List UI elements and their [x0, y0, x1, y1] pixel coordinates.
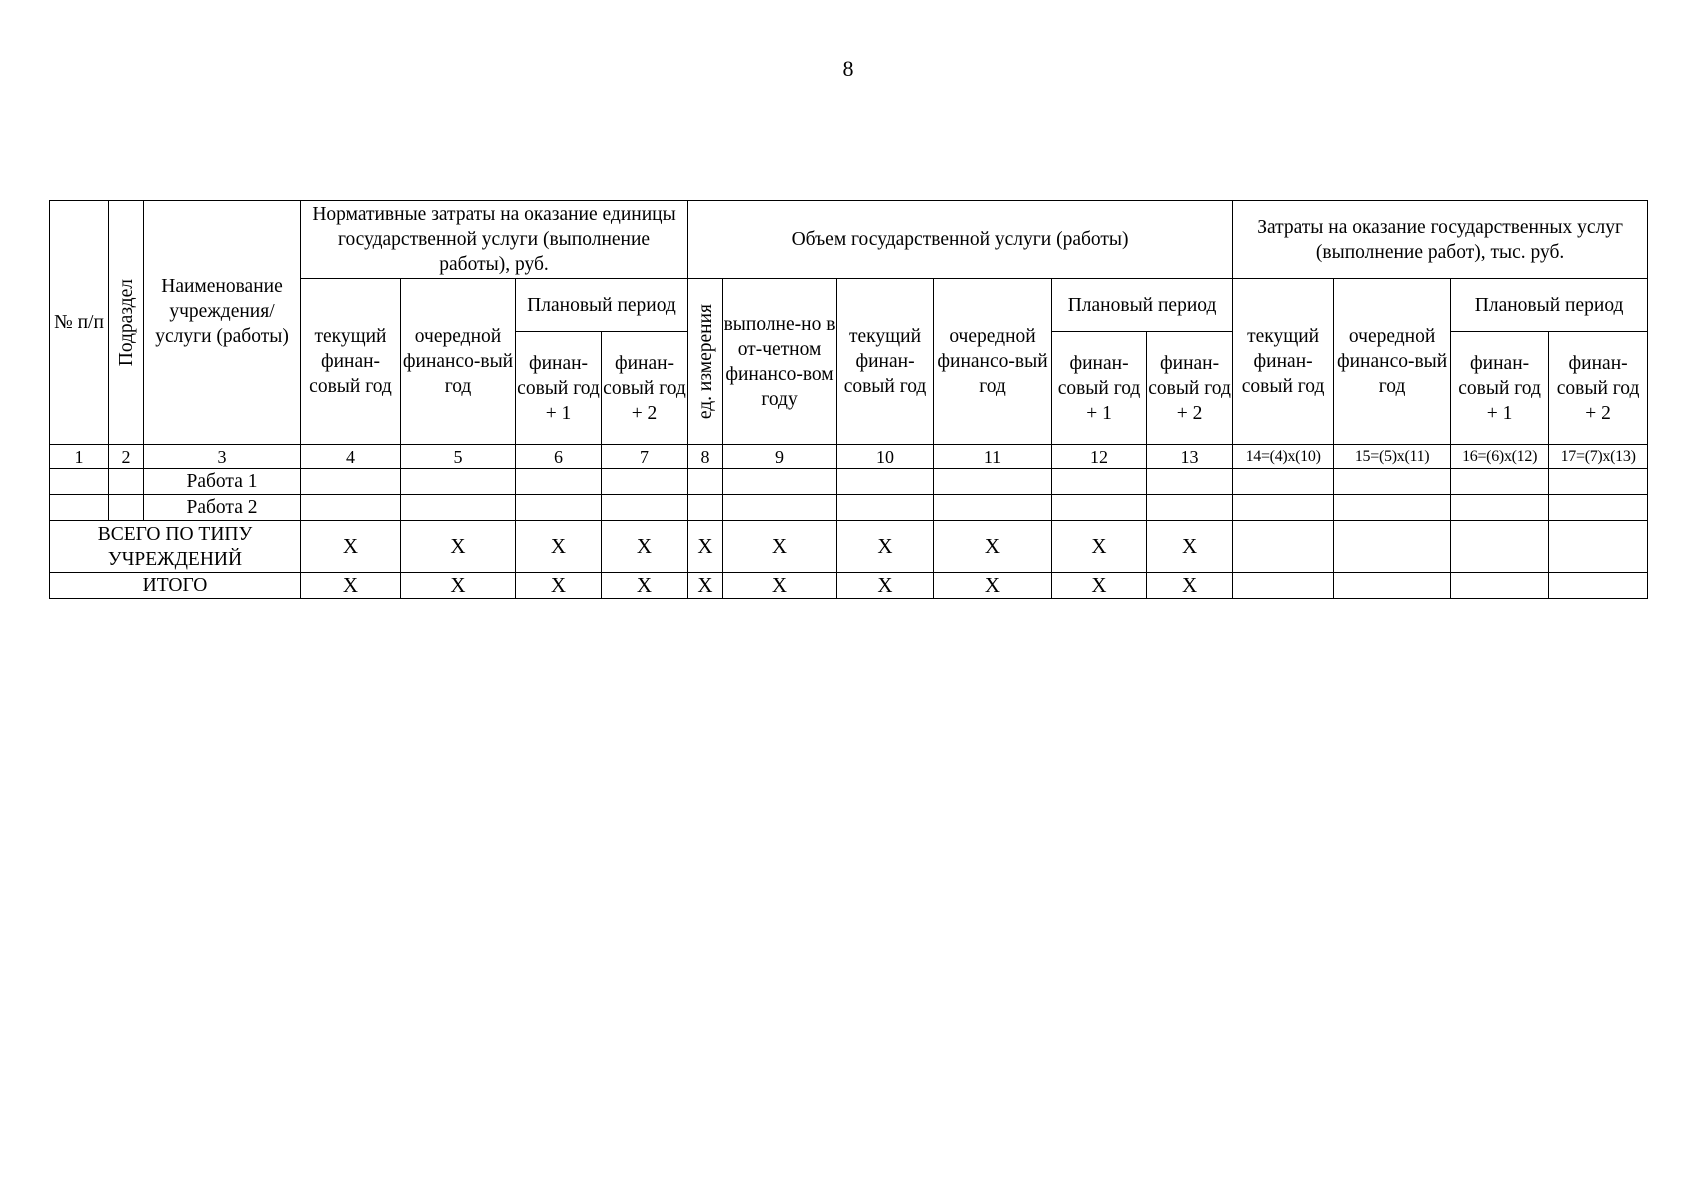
header-cost-current-year: текущий финан-совый год: [1233, 279, 1334, 445]
header-vol-current-year: текущий финан-совый год: [837, 279, 934, 445]
header-cost-year-plus-1: финан-совый год + 1: [1451, 332, 1549, 445]
header-norm-year-plus-2: финан-совый год + 2: [602, 332, 688, 445]
x-mark: X: [837, 573, 934, 599]
col-number: 5: [401, 445, 516, 469]
x-mark: X: [301, 573, 401, 599]
form-table: [49, 200, 1648, 599]
col-number: 7: [602, 445, 688, 469]
x-mark: X: [516, 573, 602, 599]
col-number: 16=(6)х(12): [1451, 445, 1549, 469]
x-mark: X: [401, 573, 516, 599]
header-podrazdel: [109, 201, 144, 445]
x-mark: X: [837, 521, 934, 573]
header-num-pp: № п/п: [50, 201, 109, 445]
col-number: 11: [934, 445, 1052, 469]
table-row-work-1: [50, 469, 1648, 495]
col-number: 6: [516, 445, 602, 469]
header-podrazdel-label: Подраздел: [115, 278, 137, 367]
col-number: 4: [301, 445, 401, 469]
header-vol-reported: выполне-но в от-четном финансо-вом году: [723, 279, 837, 445]
col-number: 10: [837, 445, 934, 469]
x-mark: X: [602, 521, 688, 573]
x-mark: X: [1147, 521, 1233, 573]
header-vol-planned-period: Плановый период: [1052, 279, 1233, 332]
x-mark: X: [301, 521, 401, 573]
header-cost-year-plus-2: финан-совый год + 2: [1549, 332, 1648, 445]
header-name: Наименование учреждения/ услуги (работы): [144, 201, 301, 445]
row-label-total: ИТОГО: [50, 573, 301, 599]
table-row-work-2: [50, 495, 1648, 521]
x-mark: X: [516, 521, 602, 573]
header-norm-next-year: очередной финансо-вый год: [401, 279, 516, 445]
header-norm-year-plus-1: финан-совый год + 1: [516, 332, 602, 445]
x-mark: X: [723, 573, 837, 599]
col-number: 1: [50, 445, 109, 469]
col-number: 15=(5)х(11): [1334, 445, 1451, 469]
col-number: 17=(7)х(13): [1549, 445, 1648, 469]
x-mark: X: [602, 573, 688, 599]
x-mark: X: [934, 521, 1052, 573]
header-group-volume: Объем государственной услуги (работы): [688, 201, 1233, 279]
col-number: 3: [144, 445, 301, 469]
x-mark: X: [688, 521, 723, 573]
row-label-total-type: ВСЕГО ПО ТИПУ УЧРЕЖДЕНИЙ: [50, 521, 301, 573]
x-mark: X: [1052, 521, 1147, 573]
col-number: 2: [109, 445, 144, 469]
col-number: 13: [1147, 445, 1233, 469]
x-mark: X: [723, 521, 837, 573]
header-vol-year-plus-1: финан-совый год + 1: [1052, 332, 1147, 445]
col-number: 14=(4)х(10): [1233, 445, 1334, 469]
col-number: 12: [1052, 445, 1147, 469]
col-number: 8: [688, 445, 723, 469]
table-row-total: [50, 573, 1648, 599]
header-norm-planned-period: Плановый период: [516, 279, 688, 332]
col-number: 9: [723, 445, 837, 469]
column-number-row: [50, 445, 1648, 469]
header-unit: [688, 279, 723, 445]
header-unit-label: ед. измерения: [694, 303, 716, 420]
header-vol-next-year: очередной финансо-вый год: [934, 279, 1052, 445]
table-row-total-type: [50, 521, 1648, 573]
x-mark: X: [688, 573, 723, 599]
x-mark: X: [1052, 573, 1147, 599]
row-label-work-1: Работа 1: [144, 469, 301, 495]
header-cost-next-year: очередной финансо-вый год: [1334, 279, 1451, 445]
header-norm-current-year: текущий финан-совый год: [301, 279, 401, 445]
x-mark: X: [1147, 573, 1233, 599]
header-group-normative: Нормативные затраты на оказание единицы государственной услуги (выполнение работы), руб.: [301, 201, 688, 279]
row-label-work-2: Работа 2: [144, 495, 301, 521]
header-cost-planned-period: Плановый период: [1451, 279, 1648, 332]
header-group-costs: Затраты на оказание государственных услуг (выполнение работ), тыс. руб.: [1233, 201, 1648, 279]
x-mark: X: [934, 573, 1052, 599]
page-number: 8: [842, 56, 854, 81]
header-vol-year-plus-2: финан-совый год + 2: [1147, 332, 1233, 445]
x-mark: X: [401, 521, 516, 573]
